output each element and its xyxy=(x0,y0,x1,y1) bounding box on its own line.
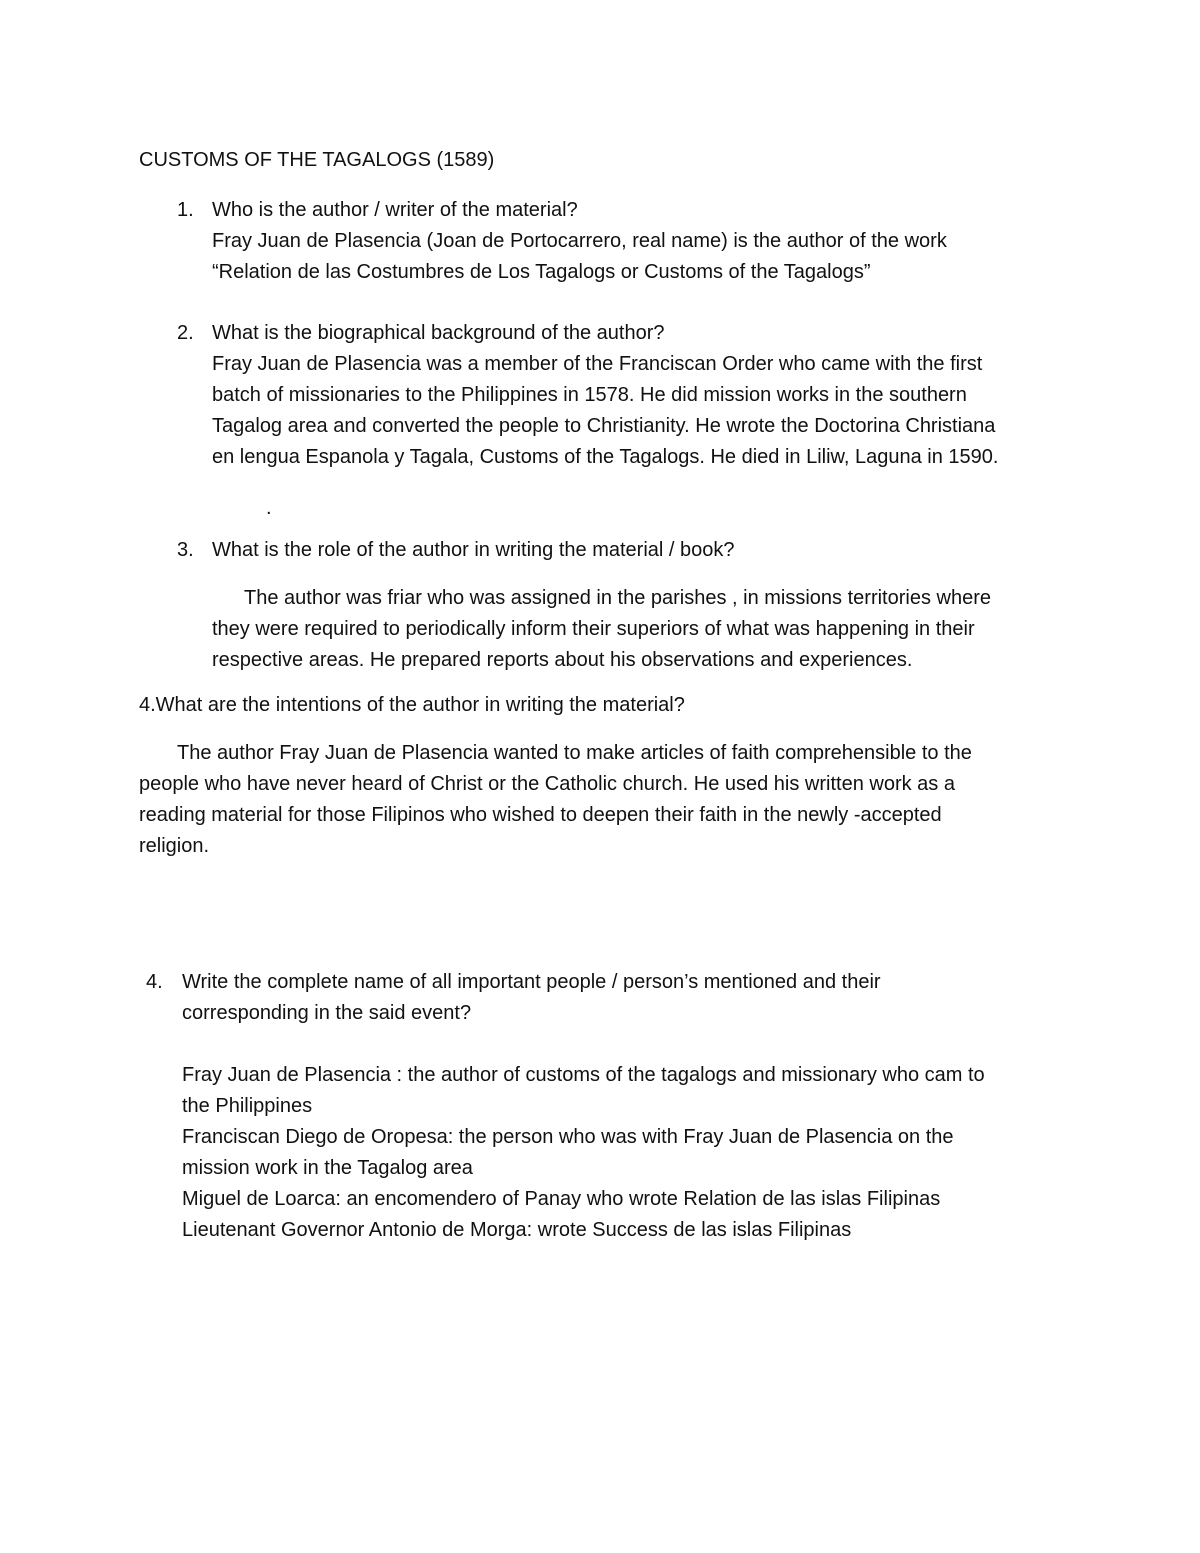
q1-question: Who is the author / writer of the material? xyxy=(212,199,578,221)
q1-number: 1. xyxy=(177,199,194,221)
q2-answer-line: batch of missionaries to the Philippines in 1578. He did mission works in the southern xyxy=(212,384,967,406)
q1-answer-line: “Relation de las Costumbres de Los Tagalogs or Customs of the Tagalogs” xyxy=(212,261,871,283)
q2-number: 2. xyxy=(177,322,194,344)
q3-question: What is the role of the author in writing the material / book? xyxy=(212,539,735,561)
q2-answer-line: Tagalog area and converted the people to Christianity. He wrote the Doctorina Christiana xyxy=(212,415,996,437)
q4a-question: 4.What are the intentions of the author in writing the material? xyxy=(139,694,685,716)
q4a-answer-line: reading material for those Filipinos who wished to deepen their faith in the newly -accepted xyxy=(139,804,942,826)
q4b-question-line: Write the complete name of all important people / person’s mentioned and their xyxy=(182,971,881,993)
document-title: CUSTOMS OF THE TAGALOGS (1589) xyxy=(139,149,495,171)
q4b-answer-line: the Philippines xyxy=(182,1095,313,1117)
q1-answer-line: Fray Juan de Plasencia (Joan de Portocarrero, real name) is the author of the work xyxy=(212,230,947,252)
q4a-answer-line: religion. xyxy=(139,835,210,857)
q4a-answer-line: The author Fray Juan de Plasencia wanted to make articles of faith comprehensible to the xyxy=(177,742,972,764)
q4b-question-line: corresponding in the said event? xyxy=(182,1002,472,1024)
q4b-answer-line: Franciscan Diego de Oropesa: the person who was with Fray Juan de Plasencia on the xyxy=(182,1126,954,1148)
q4b-answer-line: Miguel de Loarca: an encomendero of Panay who wrote Relation de las islas Filipinas xyxy=(182,1188,941,1210)
q3-number: 3. xyxy=(177,539,194,561)
q3-answer-line: The author was friar who was assigned in the parishes , in missions territories where xyxy=(244,587,991,609)
q4b-answer-line: Lieutenant Governor Antonio de Morga: wrote Success de las islas Filipinas xyxy=(182,1219,852,1241)
q4a-answer-line: people who have never heard of Christ or the Catholic church. He used his written work as a xyxy=(139,773,955,795)
q2-answer-line: Fray Juan de Plasencia was a member of the Franciscan Order who came with the first xyxy=(212,353,983,375)
stray-period: . xyxy=(266,497,272,519)
q4b-answer-line: Fray Juan de Plasencia : the author of customs of the tagalogs and missionary who cam to xyxy=(182,1064,985,1086)
q3-answer-line: they were required to periodically inform their superiors of what was happening in their xyxy=(212,618,975,640)
q4b-answer-line: mission work in the Tagalog area xyxy=(182,1157,473,1179)
q2-question: What is the biographical background of the author? xyxy=(212,322,665,344)
q3-answer-line: respective areas. He prepared reports about his observations and experiences. xyxy=(212,649,913,671)
q4b-number: 4. xyxy=(146,971,163,993)
q2-answer-line: en lengua Espanola y Tagala, Customs of the Tagalogs. He died in Liliw, Laguna in 1590. xyxy=(212,446,999,468)
